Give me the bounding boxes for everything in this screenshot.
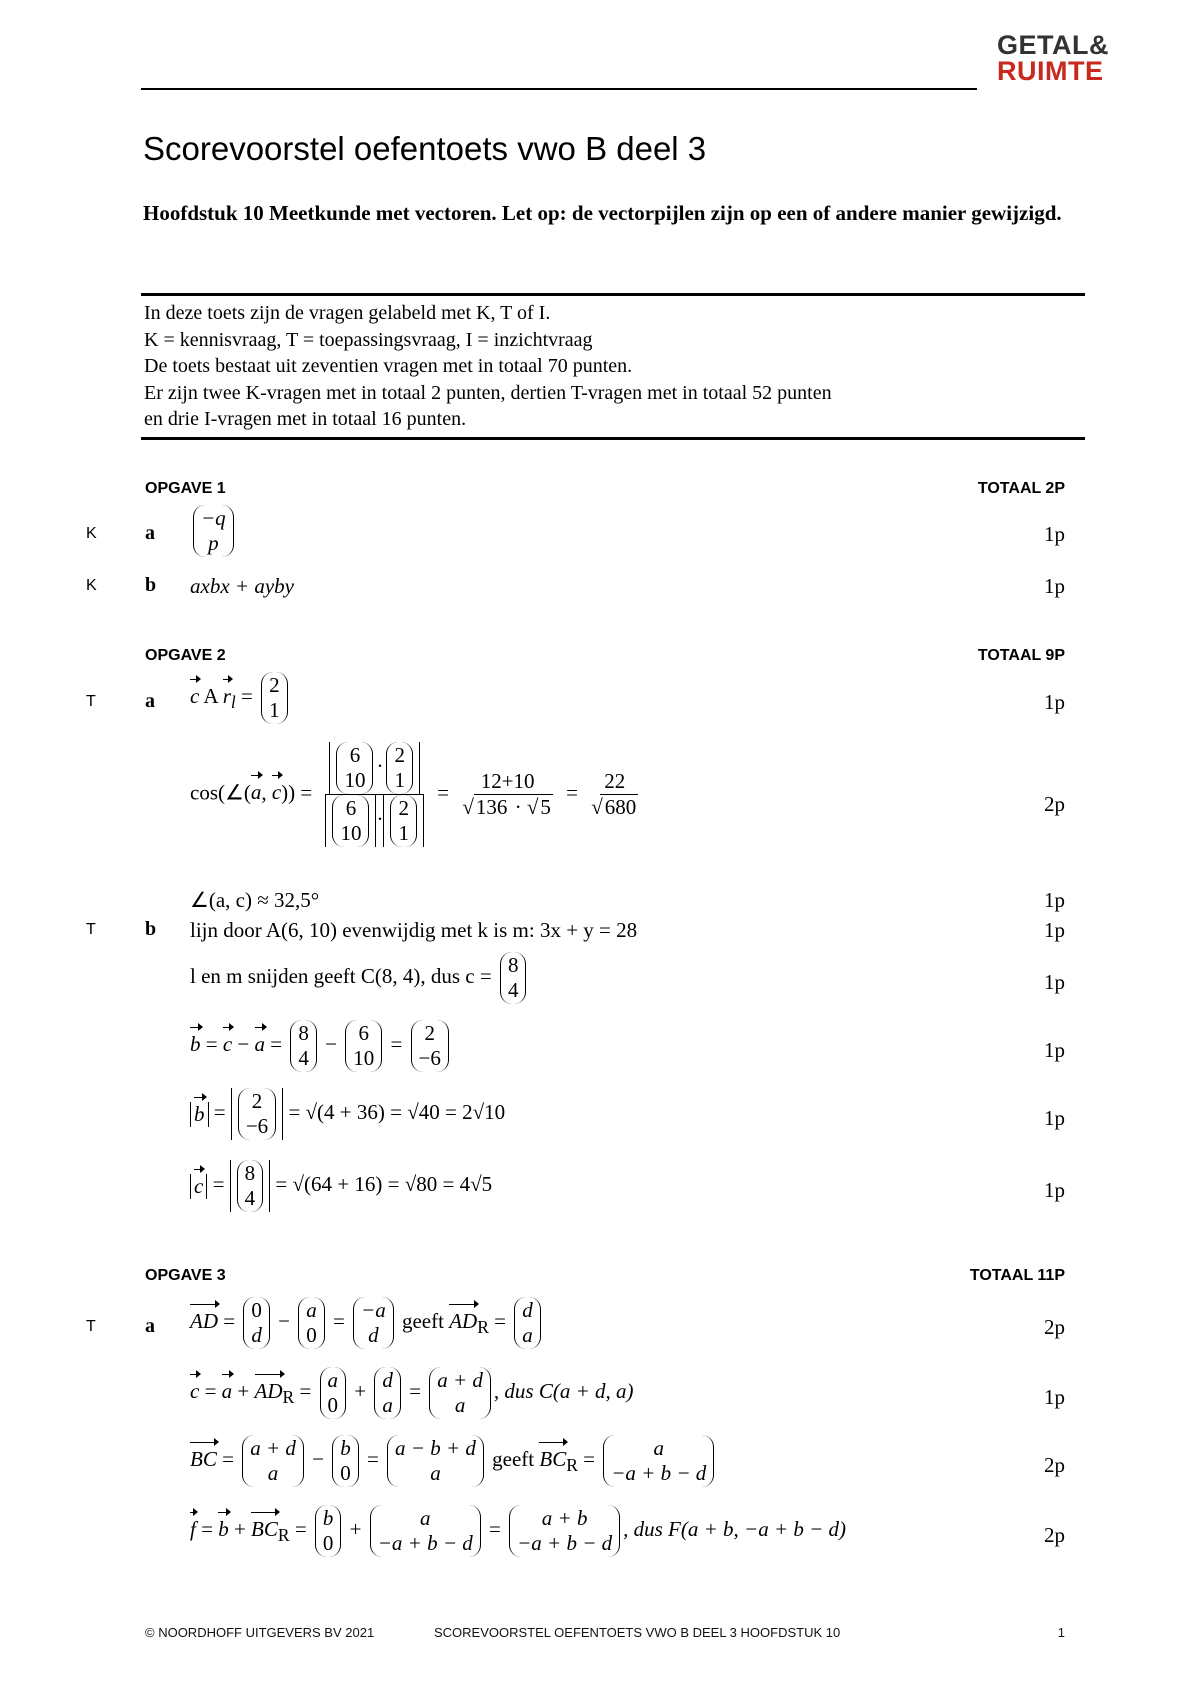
question-type: K bbox=[86, 525, 97, 542]
answer-expression: BC = a + d a − b 0 = a − b + d a geeft $BC_R$ = a −a + b − d bbox=[190, 1435, 717, 1487]
opgave-3-total: TOTAAL 11P bbox=[969, 1267, 1065, 1284]
question-type: T bbox=[86, 693, 96, 710]
opgave-1-heading: OPGAVE 1 bbox=[145, 480, 226, 497]
points: 2p bbox=[1044, 792, 1065, 816]
answer-expression: ∠(a, c) ≈ 32,5° bbox=[190, 888, 320, 912]
fraction: 6 10 · 2 1 6 10 · 2 1 bbox=[321, 742, 428, 847]
question-letter: a bbox=[145, 522, 155, 544]
column-vector: −q p bbox=[193, 505, 234, 557]
info-line: en drie I-vragen met in totaal 16 punten. bbox=[144, 408, 467, 430]
footer-document-title: SCOREVOORSTEL OEFENTOETS VWO B DEEL 3 HOOFDSTUK 10 bbox=[434, 1625, 841, 1640]
answer-expression: AD = 0 d − a 0 = −a d geeft $AD_R$ = d a bbox=[190, 1297, 544, 1349]
opgave-1-total: TOTAAL 2P bbox=[977, 480, 1065, 497]
info-line: K = kennisvraag, T = toepassingsvraag, I = inzichtvraag bbox=[144, 328, 593, 351]
answer-expression: $c = a + AD_R$ = a 0 + d a = a + d a , dus C(a + d, a) bbox=[190, 1368, 634, 1417]
points: 1p bbox=[1044, 522, 1065, 546]
opgave-2-total: TOTAAL 9P bbox=[977, 647, 1065, 664]
points: 1p bbox=[1044, 970, 1065, 994]
question-type: K bbox=[86, 577, 97, 594]
points: 1p bbox=[1044, 1178, 1065, 1202]
question-type: T bbox=[86, 1318, 96, 1335]
info-line: Er zijn twee K-vragen met in totaal 2 punten, dertien T-vragen met in totaal 52 punten bbox=[144, 381, 832, 404]
fraction: $\frac{12+10}{√136 \cdot √5}$ bbox=[462, 769, 551, 819]
question-letter: a bbox=[145, 1315, 155, 1337]
opgave-2-heading: OPGAVE 2 bbox=[145, 647, 226, 664]
points: 1p bbox=[1044, 1106, 1065, 1130]
logo-line-1: GETAL& bbox=[997, 30, 1109, 60]
logo-line-2: RUIMTE bbox=[997, 56, 1104, 86]
answer-expression: c = 8 4 = √(64 + 16) = √80 = 4√5 bbox=[190, 1160, 492, 1212]
points: 1p bbox=[1044, 690, 1065, 714]
points: 1p bbox=[1044, 1385, 1065, 1409]
answer-expression: axbx + ayby bbox=[190, 574, 294, 598]
answer-expression: l en m snijden geeft C(8, 4), dus c = 8 4 bbox=[190, 952, 529, 1004]
footer-copyright: © NOORDHOFF UITGEVERS BV 2021 bbox=[145, 1625, 375, 1640]
points: 1p bbox=[1044, 888, 1065, 912]
info-line: In deze toets zijn de vragen gelabeld met K, T of I. bbox=[144, 302, 551, 324]
info-line: De toets bestaat uit zeventien vragen met in totaal 70 punten. bbox=[144, 355, 633, 377]
question-letter: b bbox=[145, 918, 157, 940]
points: 2p bbox=[1044, 1315, 1065, 1339]
header-rule bbox=[141, 88, 977, 90]
column-vector: 2 1 bbox=[261, 672, 288, 724]
cosine-formula: cos(∠(a, c)) = 6 10 · 2 1 6 10 · 2 1 = $\frac{12+10}{√136 \cdot √5}$ = $\frac{22}{√680}$ bbox=[190, 742, 646, 847]
answer-expression: b = c − a = 8 4 − 6 10 = 2 −6 bbox=[190, 1020, 452, 1072]
points: 1p bbox=[1044, 1038, 1065, 1062]
question-type: T bbox=[86, 921, 96, 938]
question-letter: a bbox=[145, 690, 155, 712]
footer-page-number: 1 bbox=[1057, 1625, 1065, 1640]
question-letter: b bbox=[145, 574, 157, 596]
publisher-logo bbox=[997, 32, 1109, 84]
page-subtitle: Hoofdstuk 10 Meetkunde met vectoren. Let op: de vectorpijlen zijn op een of andere manier gewijzigd. bbox=[143, 201, 1062, 225]
info-box bbox=[141, 293, 1085, 440]
answer-expression: b = 2 −6 = √(4 + 36) = √40 = 2√10 bbox=[190, 1088, 505, 1140]
points: 2p bbox=[1044, 1523, 1065, 1547]
page-title: Scorevoorstel oefentoets vwo B deel 3 bbox=[143, 130, 707, 167]
answer-expression: $f = b + BC_R$ = b 0 + a −a + b − d = a + b −a + b − d , dus F(a + b, −a + b − d) bbox=[190, 1506, 847, 1555]
answer-expression: lijn door A(6, 10) evenwijdig met k is m: 3x + y = 28 bbox=[190, 918, 638, 942]
column-vector: 8 4 bbox=[500, 952, 527, 1004]
answer-expression: c A $r_l$ = 2 1 bbox=[190, 672, 291, 724]
answer-expression bbox=[190, 505, 237, 557]
points: 2p bbox=[1044, 1453, 1065, 1477]
points: 1p bbox=[1044, 574, 1065, 598]
points: 1p bbox=[1044, 918, 1065, 942]
fraction: $\frac{22}{√680}$ bbox=[591, 769, 637, 819]
opgave-3-heading: OPGAVE 3 bbox=[145, 1267, 226, 1284]
